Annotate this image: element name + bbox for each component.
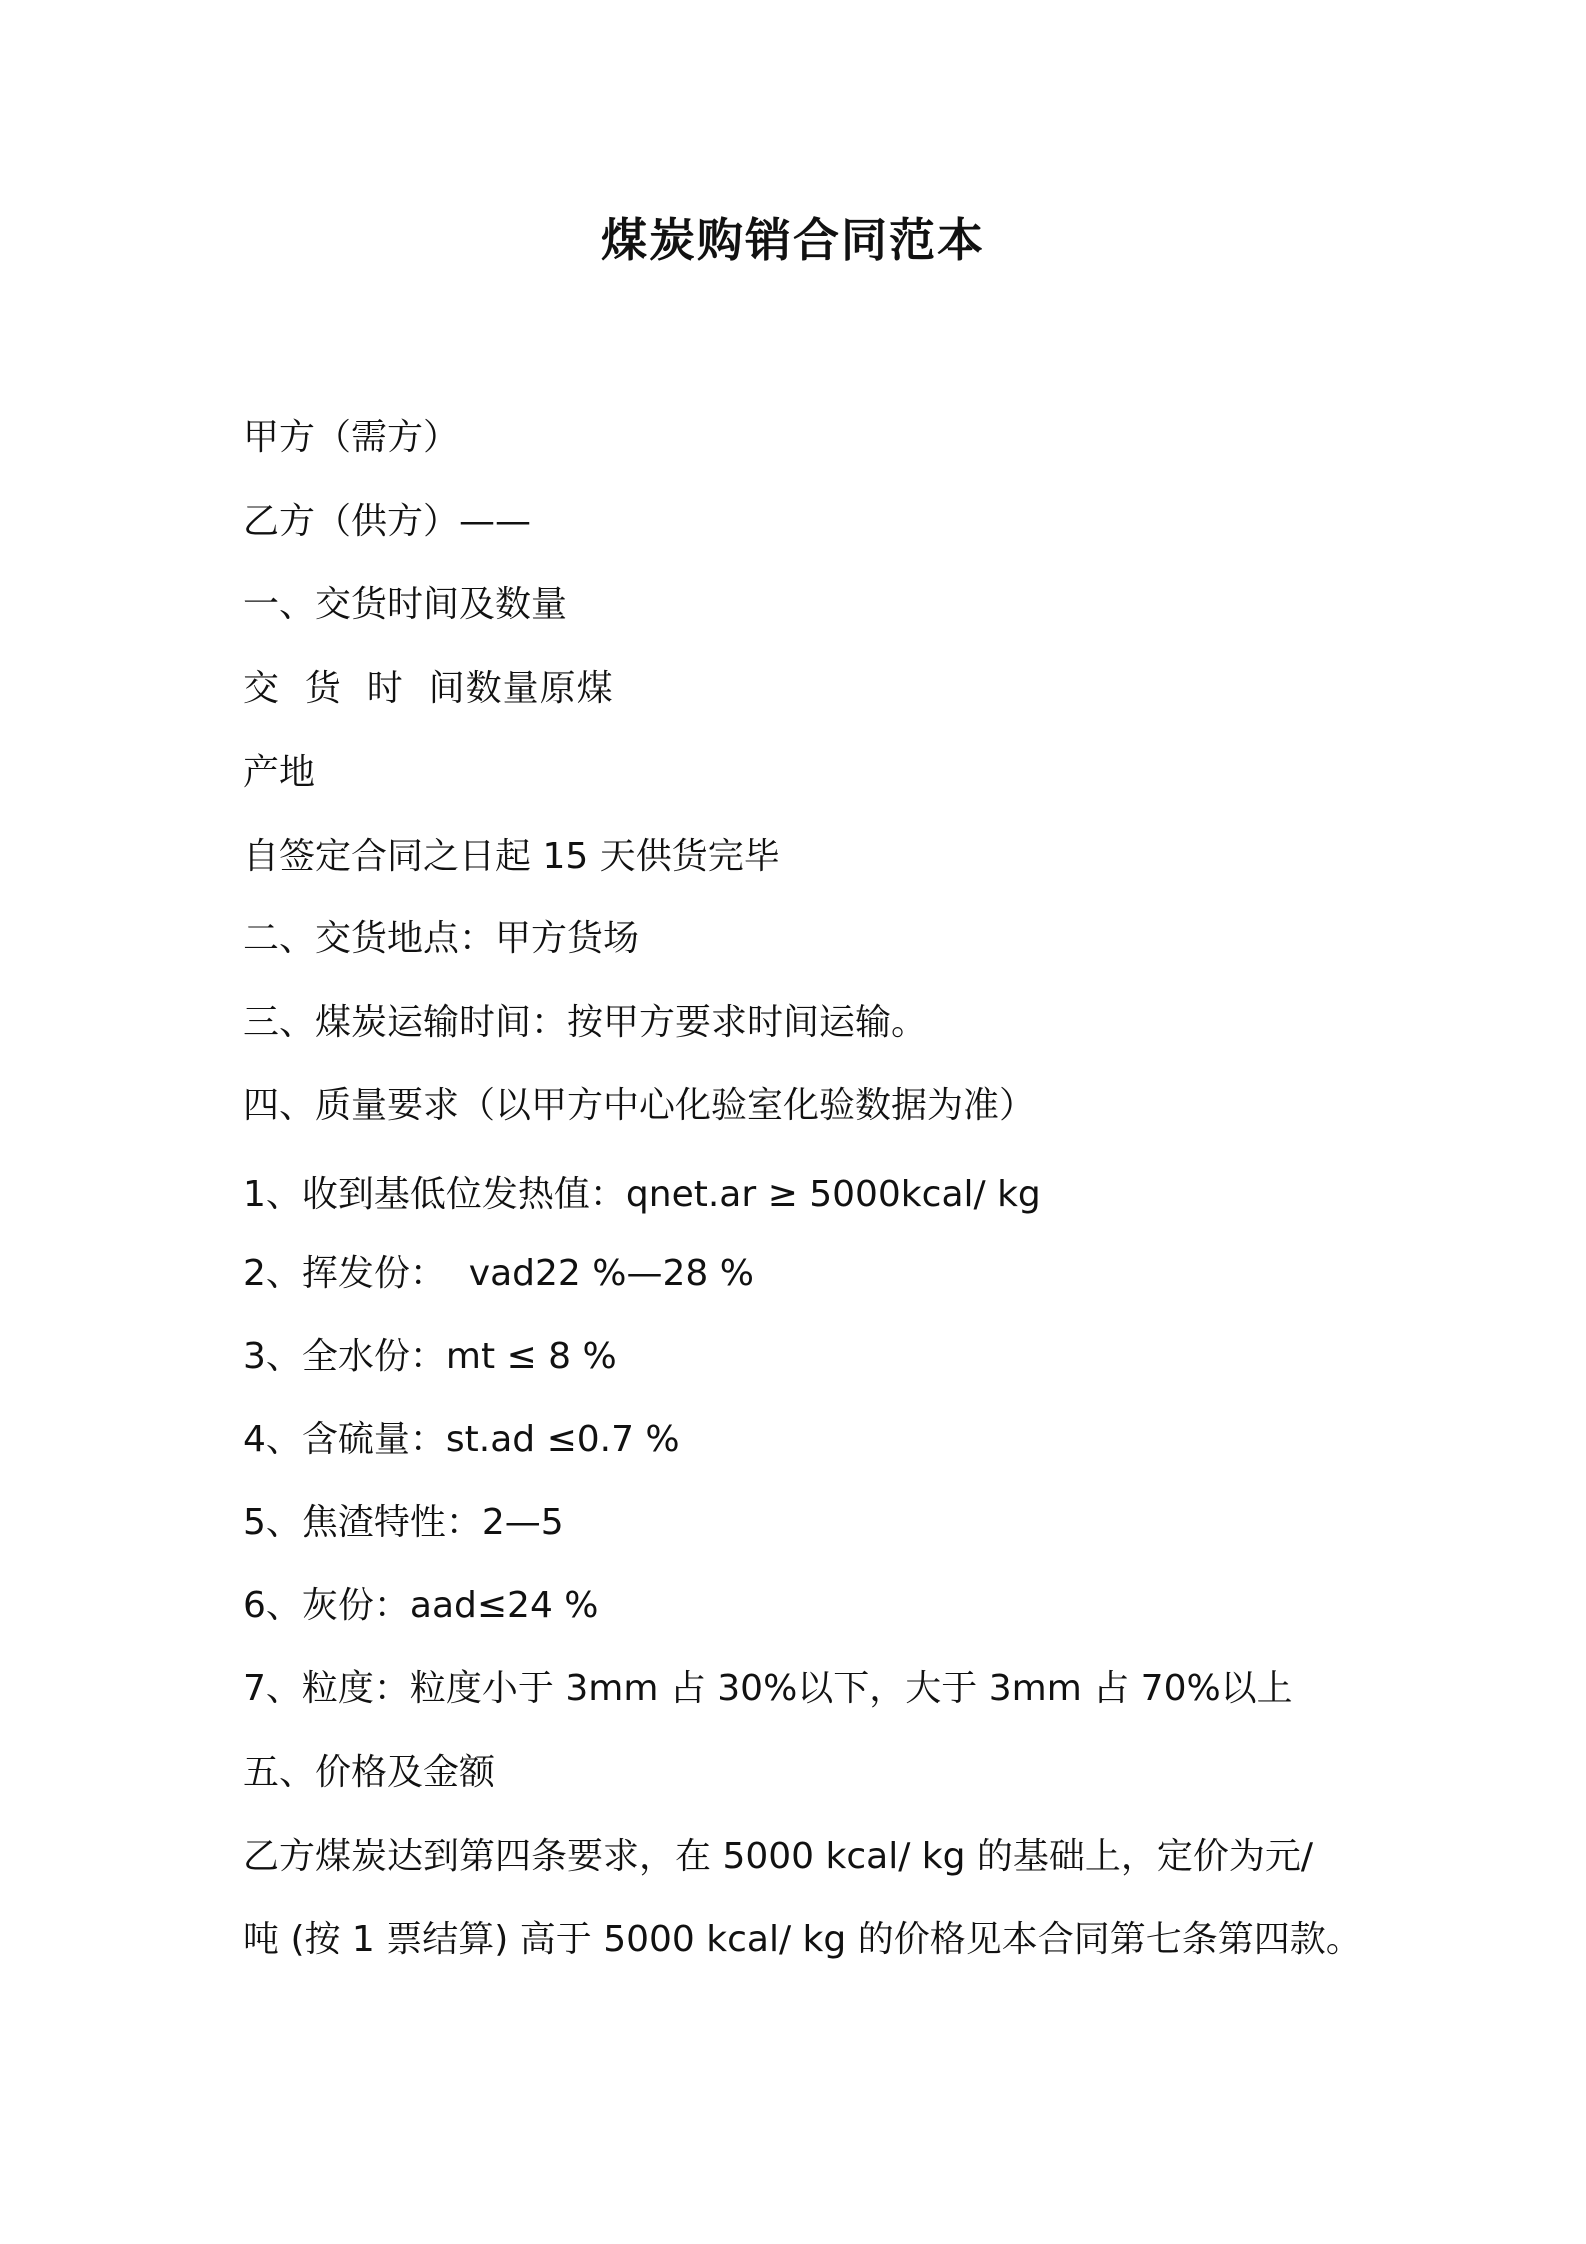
quality-item-6: 6、灰份：aad≤24 %	[243, 1585, 599, 1626]
quality-item-3: 3、全水份：mt ≤ 8 %	[243, 1336, 617, 1377]
quality-item-1: 1、收到基低位发热值：qnet.ar ≥ 5000kcal/ kg	[243, 1174, 1041, 1215]
price-paragraph-line-1: 乙方煤炭达到第四条要求，在 5000 kcal/ kg 的基础上，定价为元/	[243, 1836, 1314, 1877]
quality-item-2: 2、挥发份： vad22 %—28 %	[243, 1253, 754, 1294]
origin-line: 产地	[243, 752, 316, 793]
delivery-table-header: 交 货 时 间数量原煤	[243, 668, 614, 709]
quality-item-4: 4、含硫量：st.ad ≤0.7 %	[243, 1419, 680, 1460]
section-2-heading: 二、交货地点：甲方货场	[243, 918, 640, 959]
party-b-line: 乙方（供方）——	[243, 501, 532, 542]
quality-item-7: 7、粒度：粒度小于 3mm 占 30%以下，大于 3mm 占 70%以上	[243, 1668, 1293, 1709]
section-3-heading: 三、煤炭运输时间：按甲方要求时间运输。	[243, 1002, 928, 1043]
price-paragraph-line-2: 吨 (按 1 票结算) 高于 5000 kcal/ kg 的价格见本合同第七条第四款。	[243, 1919, 1362, 1960]
quality-item-5: 5、焦渣特性：2—5	[243, 1502, 564, 1543]
section-5-heading: 五、价格及金额	[243, 1752, 496, 1793]
section-1-heading: 一、交货时间及数量	[243, 584, 568, 625]
party-a-line: 甲方（需方）	[243, 417, 460, 458]
document-title: 煤炭购销合同范本	[601, 213, 985, 267]
supply-period-line: 自签定合同之日起 15 天供货完毕	[243, 836, 780, 877]
section-4-heading: 四、质量要求（以甲方中心化验室化验数据为准）	[243, 1085, 1036, 1126]
